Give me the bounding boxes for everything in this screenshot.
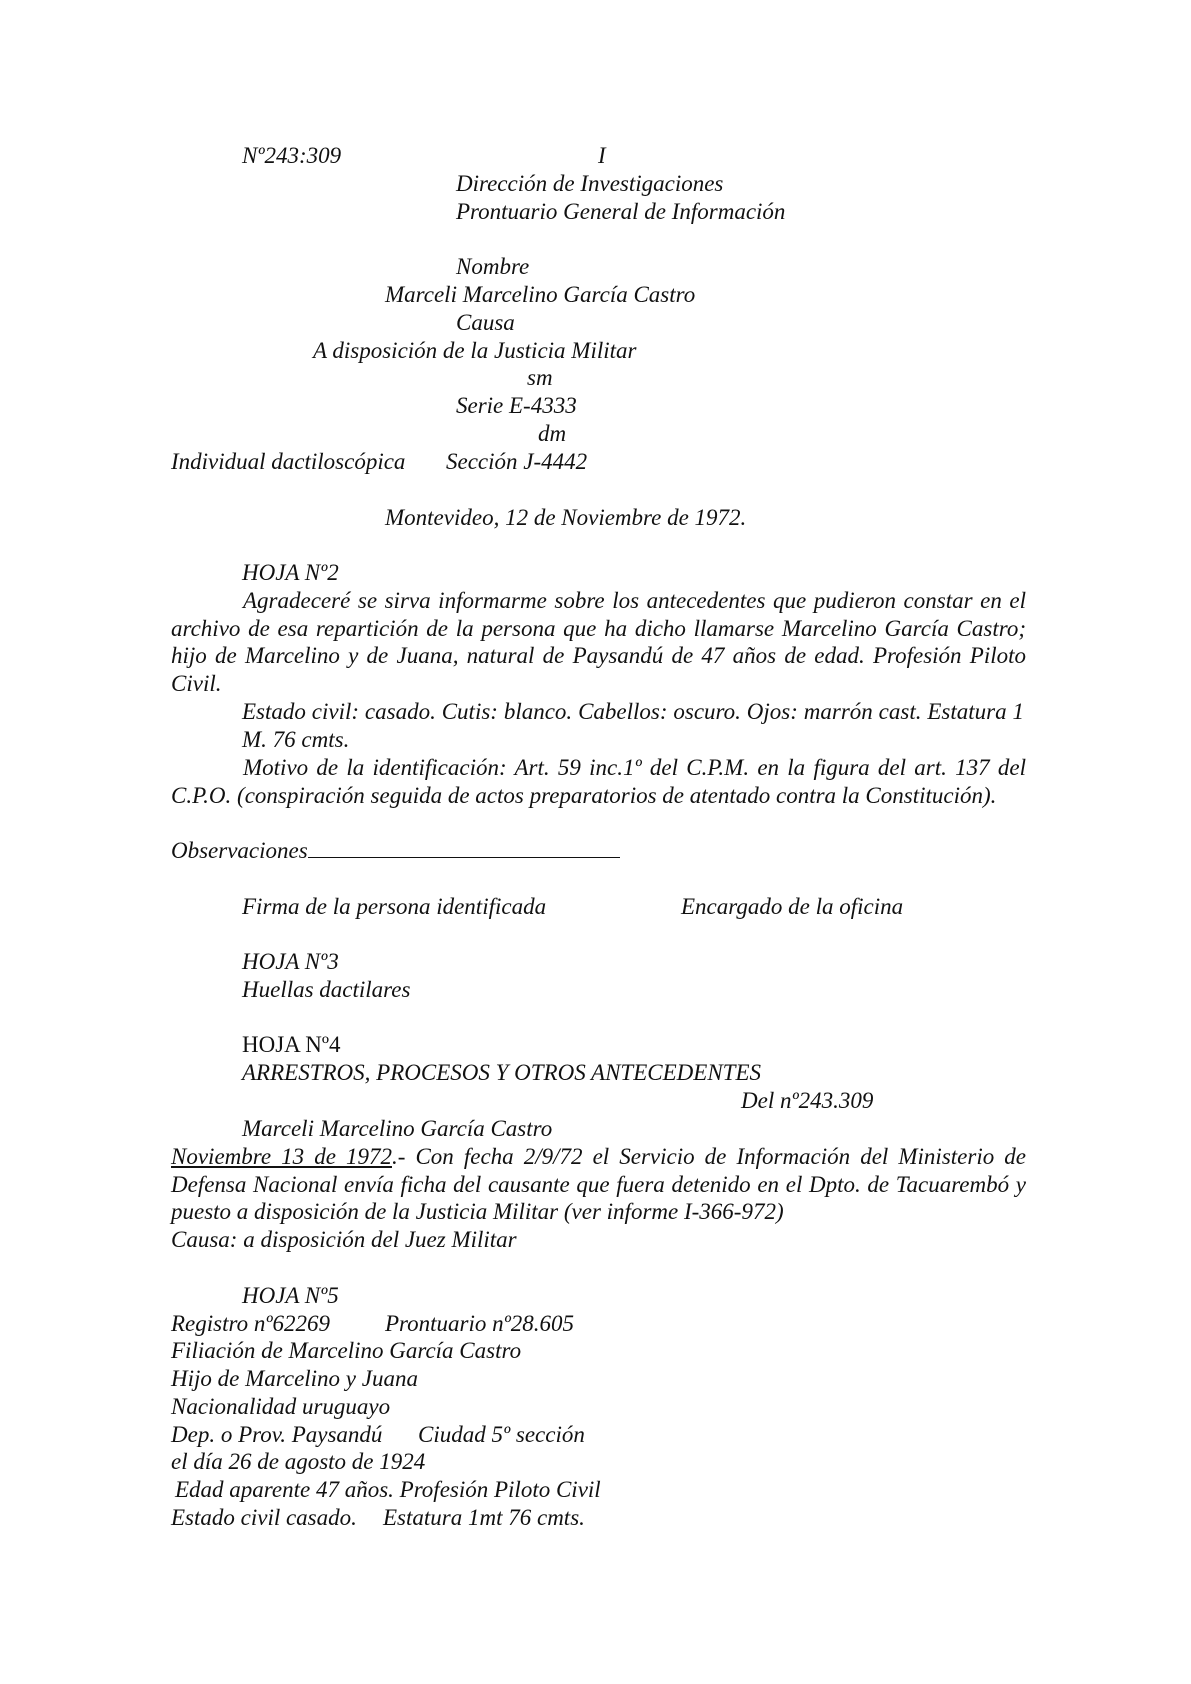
filiacion-line: Filiación de Marcelino García Castro (171, 1338, 522, 1363)
height-line: Estatura 1mt 76 cmts. (383, 1505, 585, 1530)
cause-label: Causa (456, 310, 515, 335)
observations-line (171, 837, 620, 865)
motive-paragraph: Motivo de la identificación: Art. 59 inc.1º del C.P.M. en la figura del art. 137 del C.P.O. (conspiración seguida de actos preparatorios de atentado contra la Constitución). (171, 755, 1026, 808)
office-name: Dirección de Investigaciones (456, 171, 724, 196)
ref-number: Nº243:309 (242, 143, 342, 168)
nationality-line: Nacionalidad uruguayo (171, 1394, 391, 1419)
hoja-4-title: HOJA Nº4 (242, 1032, 341, 1057)
hoja-3-subtitle: Huellas dactilares (242, 977, 411, 1002)
motive-block (171, 754, 1026, 809)
request-paragraph: Agradeceré se sirva informarme sobre los antecedentes que pudieron constar en el archivo de esa repartición de la persona que ha dicho llamarse Marcelino García Castro; hijo de Marcelino y de Juana, natural de Paysandú de 47 años de edad. Profesión Piloto Civil. (171, 588, 1026, 696)
signature-person-label: Firma de la persona identificada (242, 894, 547, 919)
civil-status-text: Estado civil: casado. Cutis: blanco. Cabellos: oscuro. Ojos: marrón cast. Estatura 1 M. 76 cmts. (242, 699, 1024, 752)
hoja-4-entry (171, 1143, 1026, 1226)
dactyl-label: Individual dactiloscópica (171, 449, 406, 474)
sm-mark: sm (527, 365, 553, 390)
entry-text: .- Con fecha 2/9/72 el Servicio de Información del Ministerio de Defensa Nacional envía ficha del causante que fuera detenido en el Dpto. de Tacuarembó y puesto a disposición de la Justicia Militar (ver informe I-366-972) (171, 1144, 1026, 1224)
date-line: Montevideo, 12 de Noviembre de 1972. (385, 505, 747, 530)
observations-blank-rule (308, 839, 620, 858)
hoja-4-name: Marceli Marcelino García Castro (242, 1116, 553, 1141)
hoja-4-heading: ARRESTROS, PROCESOS Y OTROS ANTECEDENTES (242, 1060, 762, 1085)
person-name: Marceli Marcelino García Castro (385, 282, 696, 307)
parents-line: Hijo de Marcelino y Juana (171, 1366, 418, 1391)
signature-office-label: Encargado de la oficina (681, 894, 904, 919)
sheet-roman-numeral: I (598, 143, 606, 168)
hoja-5-title: HOJA Nº5 (242, 1283, 339, 1308)
hoja-2-title: HOJA Nº2 (242, 560, 339, 585)
entry-date: Noviembre 13 de 1972 (171, 1144, 392, 1169)
observations-label: Observaciones (171, 838, 308, 863)
hoja-2-body (171, 587, 1026, 697)
entry-paragraph (171, 1143, 1026, 1226)
cause-value: A disposición de la Justicia Militar (313, 338, 637, 363)
hoja-4-cause: Causa: a disposición del Juez Militar (171, 1227, 517, 1252)
age-profession-line: Edad aparente 47 años. Profesión Piloto Civil (175, 1477, 601, 1502)
civil-status-line (242, 698, 1024, 754)
registro-number: Registro nº62269 (171, 1311, 330, 1336)
marital-status-line: Estado civil casado. (171, 1505, 357, 1530)
hoja-4-del-number: Del nº243.309 (741, 1088, 874, 1113)
birth-date-line: el día 26 de agosto de 1924 (171, 1449, 426, 1474)
registry-name: Prontuario General de Información (456, 199, 786, 224)
name-label: Nombre (456, 254, 530, 279)
dm-mark: dm (538, 421, 567, 446)
hoja-3-title: HOJA Nº3 (242, 949, 339, 974)
series-number: Serie E-4333 (456, 393, 577, 418)
city-line: Ciudad 5º sección (418, 1422, 585, 1447)
section-number: Sección J-4442 (446, 449, 588, 474)
prontuario-number: Prontuario nº28.605 (385, 1311, 575, 1336)
department-line: Dep. o Prov. Paysandú (171, 1422, 383, 1447)
